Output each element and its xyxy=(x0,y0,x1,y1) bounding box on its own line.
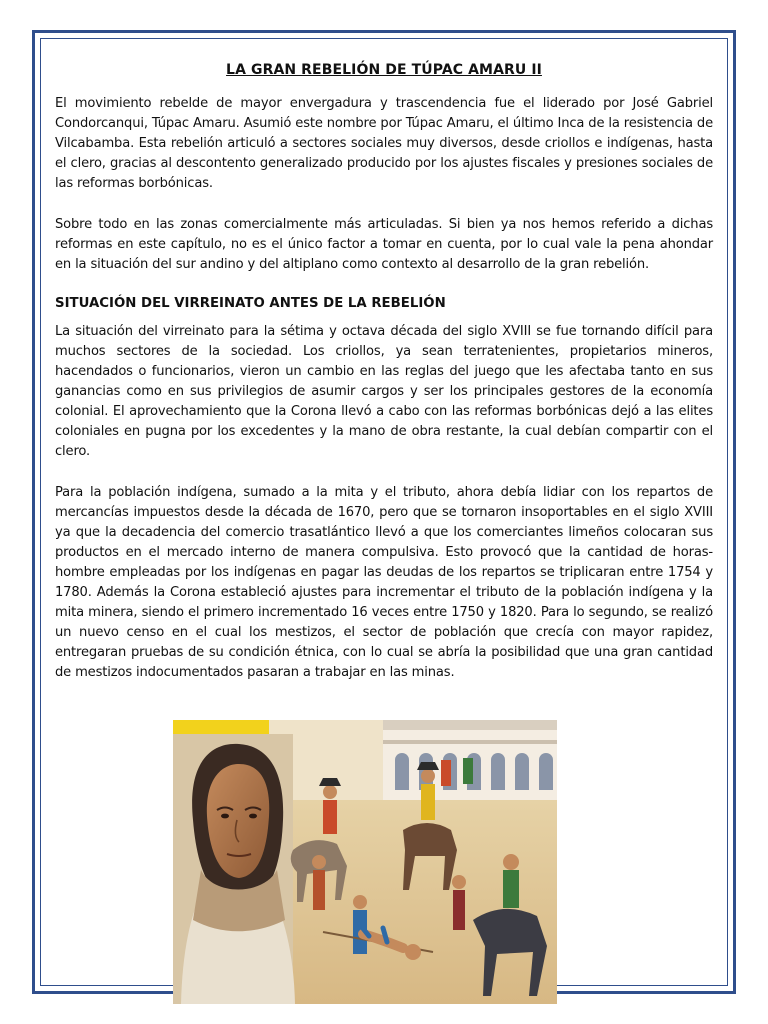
tupac-amaru-portrait xyxy=(173,734,295,1004)
paragraph-section-2: Para la población indígena, sumado a la mita y el tributo, ahora debía lidiar con los repartos de mercancías impuestos desde la década de 1670, pero que se tornaron insoportables en el siglo XVIII ya que la decadencia del comercio trasatlántico llevó a que los comerciantes limeños colocaran sus productos en el mercado interno de manera compulsiva. Esto provocó que la cantidad de horas-hombre empleadas por los indígenas en pagar las deudas de los repartos se triplicaran entre 1754 y 1780. Además la Corona estableció ajustes para incrementar el tributo de la población indígena y la mita minera, siendo el primero incrementado 16 veces entre 1750 y 1820. Para lo segundo, se realizó un nuevo censo en el cual los mestizos, el sector de población que crecía con mayor rapidez, entregaran pruebas de su condición étnica, con lo cual se abría la posibilidad que una gran cantidad de mestizos indocumentados pasaran a trabajar en las minas. xyxy=(55,485,713,680)
rebellion-illustration xyxy=(173,720,557,1004)
paragraph-intro-1: El movimiento rebelde de mayor envergadura y trascendencia fue el liderado por José Gabriel Condorcanqui, Túpac Amaru. Asumió este nombre por Túpac Amaru, el último Inca de la resistencia de Vilcabamba. Esta rebelión articuló a sectores sociales muy diversos, desde criollos e indígenas, hasta el clero, gracias al descontento generalizado producido por los ajustes fiscales y presiones sociales de las reformas borbónicas. xyxy=(55,96,713,191)
paragraph-section-1: La situación del virreinato para la sétima y octava década del siglo XVIII se fue tornando difícil para muchos sectores de la sociedad. Los criollos, ya sean terratenientes, propietarios mineros, hacendados o funcionarios, vieron un cambio en las reglas del juego que les afectaba tanto en sus ganancias como en sus privilegios de asumir cargos y ser los principales gestores de la economía colonial. El aprovechamiento que la Corona llevó a cabo con las reformas borbónicas dejó a las elites coloniales en pugna por los excedentes y la mano de obra restante, la cual debían compartir con el clero. xyxy=(55,324,713,459)
document-body xyxy=(55,62,713,704)
section-heading: SITUACIÓN DEL VIRREINATO ANTES DE LA REBELIÓN xyxy=(55,296,446,311)
yellow-banner xyxy=(173,720,269,734)
paragraph-intro-2: Sobre todo en las zonas comercialmente más articuladas. Si bien ya nos hemos referido a dichas reformas en este capítulo, no es el único factor a tomar en cuenta, por lo cual vale la pena ahondar en la situación del sur andino y del altiplano como contexto al desarrollo de la gran rebelión. xyxy=(55,217,713,272)
document-title: LA GRAN REBELIÓN DE TÚPAC AMARU II xyxy=(226,62,542,78)
illustration-artwork xyxy=(173,720,557,1004)
